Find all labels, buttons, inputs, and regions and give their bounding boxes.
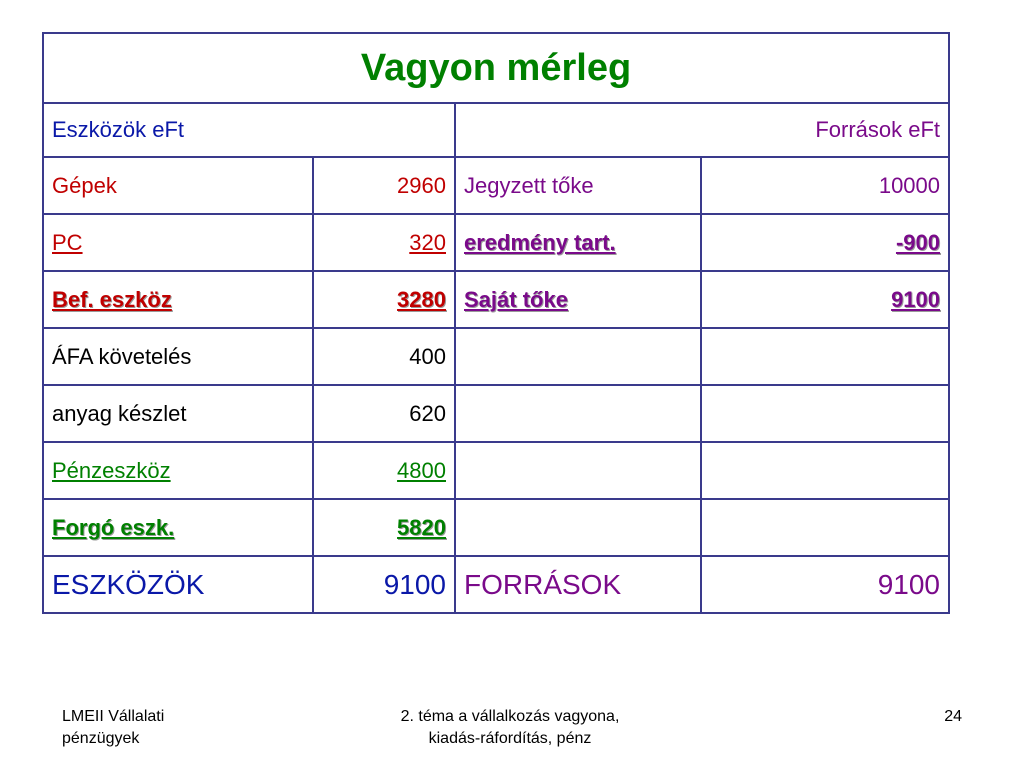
asset-label: PC	[52, 229, 83, 255]
table-row	[43, 214, 949, 271]
footer-topic-line1: 2. téma a vállalkozás vagyona,	[400, 708, 620, 725]
assets-header: Eszközök eFt	[43, 103, 455, 157]
asset-label: anyag készlet	[43, 385, 313, 442]
footer-course	[62, 706, 262, 750]
asset-value: 620	[313, 385, 455, 442]
sources-total-value: 9100	[701, 556, 949, 613]
table-row	[43, 499, 949, 556]
source-label	[455, 385, 701, 442]
source-value: -900	[895, 229, 941, 255]
source-value	[701, 499, 949, 556]
source-label: Jegyzett tőke	[455, 157, 701, 214]
source-value	[701, 385, 949, 442]
asset-value: 400	[313, 328, 455, 385]
source-value: 9100	[891, 286, 941, 312]
footer-course-line2: pénzügyek	[62, 730, 140, 747]
asset-label: Gépek	[43, 157, 313, 214]
assets-total-label: ESZKÖZÖK	[43, 556, 313, 613]
sources-total-label: FORRÁSOK	[455, 556, 701, 613]
asset-label: ÁFA követelés	[43, 328, 313, 385]
source-label: eredmény tart.	[464, 229, 616, 255]
footer-topic	[330, 706, 690, 750]
table-title: Vagyon mérleg	[43, 33, 949, 103]
asset-label: Bef. eszköz	[52, 286, 172, 312]
footer-topic-line2: kiadás-ráfordítás, pénz	[428, 730, 592, 747]
asset-label: Forgó eszk.	[52, 514, 175, 540]
asset-value: 3280	[397, 286, 446, 312]
totals-row	[43, 556, 949, 613]
asset-value: 5820	[397, 514, 446, 540]
asset-value: 320	[409, 229, 446, 255]
table-row	[43, 271, 949, 328]
source-value: 10000	[701, 157, 949, 214]
source-value	[701, 328, 949, 385]
table-row	[43, 442, 949, 499]
table-row	[43, 385, 949, 442]
source-label: Saját tőke	[464, 286, 568, 312]
footer-course-line1: LMEII Vállalati	[62, 708, 165, 725]
source-value	[701, 442, 949, 499]
table-row	[43, 328, 949, 385]
asset-value: 2960	[313, 157, 455, 214]
source-label	[455, 499, 701, 556]
table-row	[43, 157, 949, 214]
asset-value: 4800	[397, 457, 446, 483]
asset-label: Pénzeszköz	[52, 457, 171, 483]
assets-total-value: 9100	[313, 556, 455, 613]
page-number: 24	[944, 708, 962, 725]
balance-sheet-table	[42, 32, 950, 614]
source-label	[455, 442, 701, 499]
source-label	[455, 328, 701, 385]
sources-header: Források eFt	[455, 103, 949, 157]
